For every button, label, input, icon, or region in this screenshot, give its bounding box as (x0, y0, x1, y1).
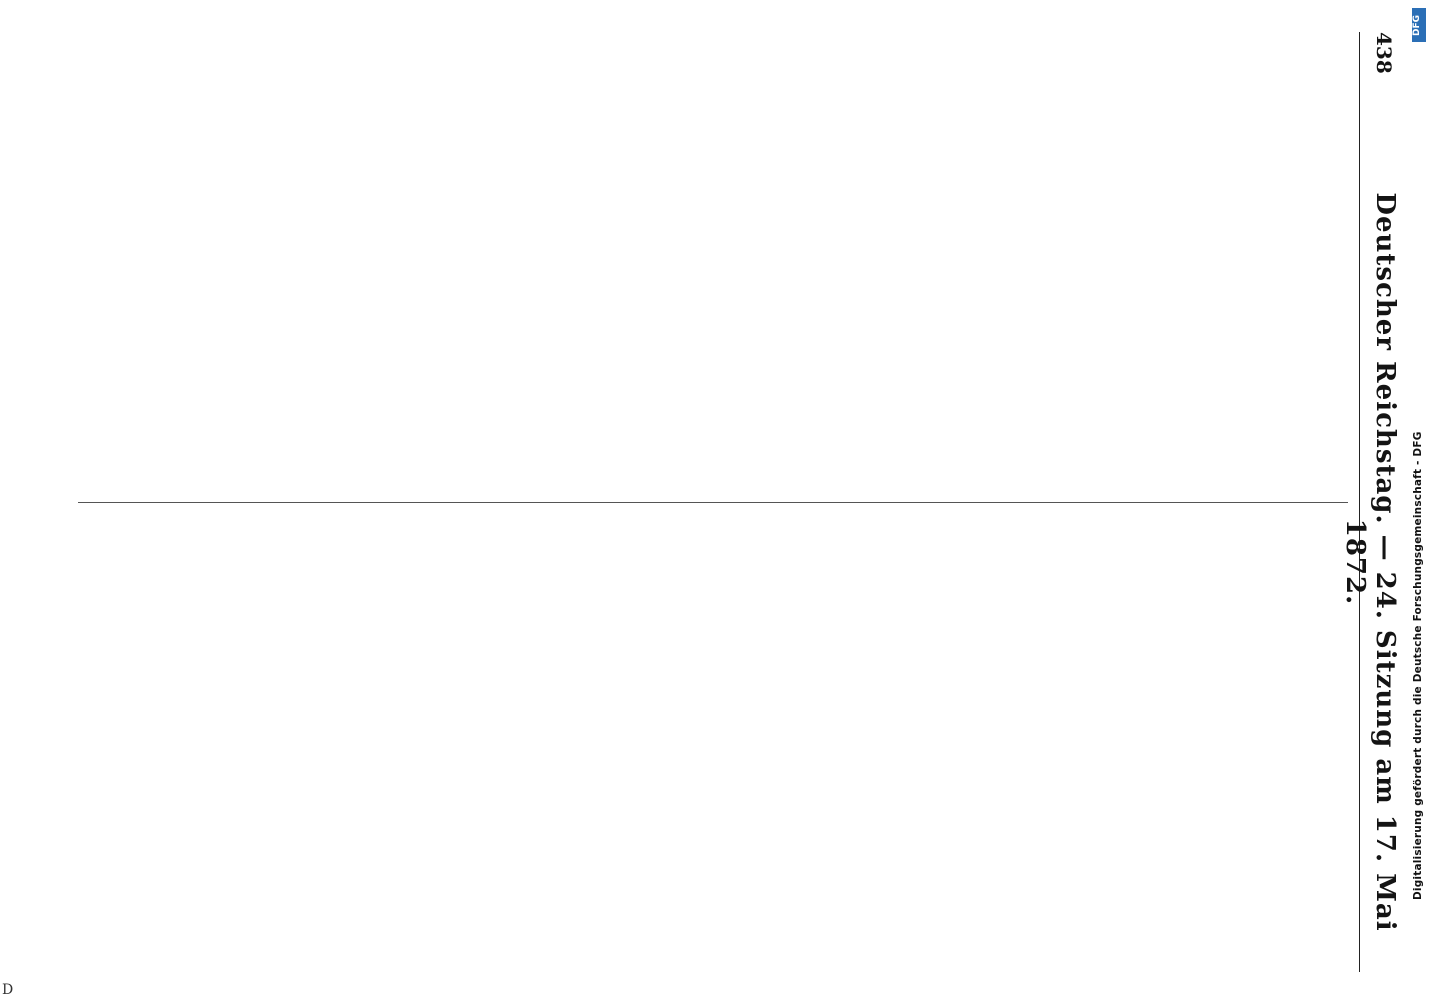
page-title: Deutscher Reichstag. — 24. Sitzung am 17. Mai 1872. (1340, 192, 1400, 932)
dfg-funding-note: Digitalisierung gefördert durch die Deutsche Forschungsgemeinschaft - DFG (1412, 431, 1424, 900)
document-page (70, 22, 1410, 982)
corner-mark: D (2, 982, 14, 998)
dfg-badge: DFG (1412, 8, 1426, 42)
right-column (78, 520, 1348, 972)
left-column (78, 32, 1348, 484)
page-number: 438 (1372, 32, 1396, 74)
column-divider (78, 502, 1348, 503)
page-header (1340, 32, 1410, 972)
